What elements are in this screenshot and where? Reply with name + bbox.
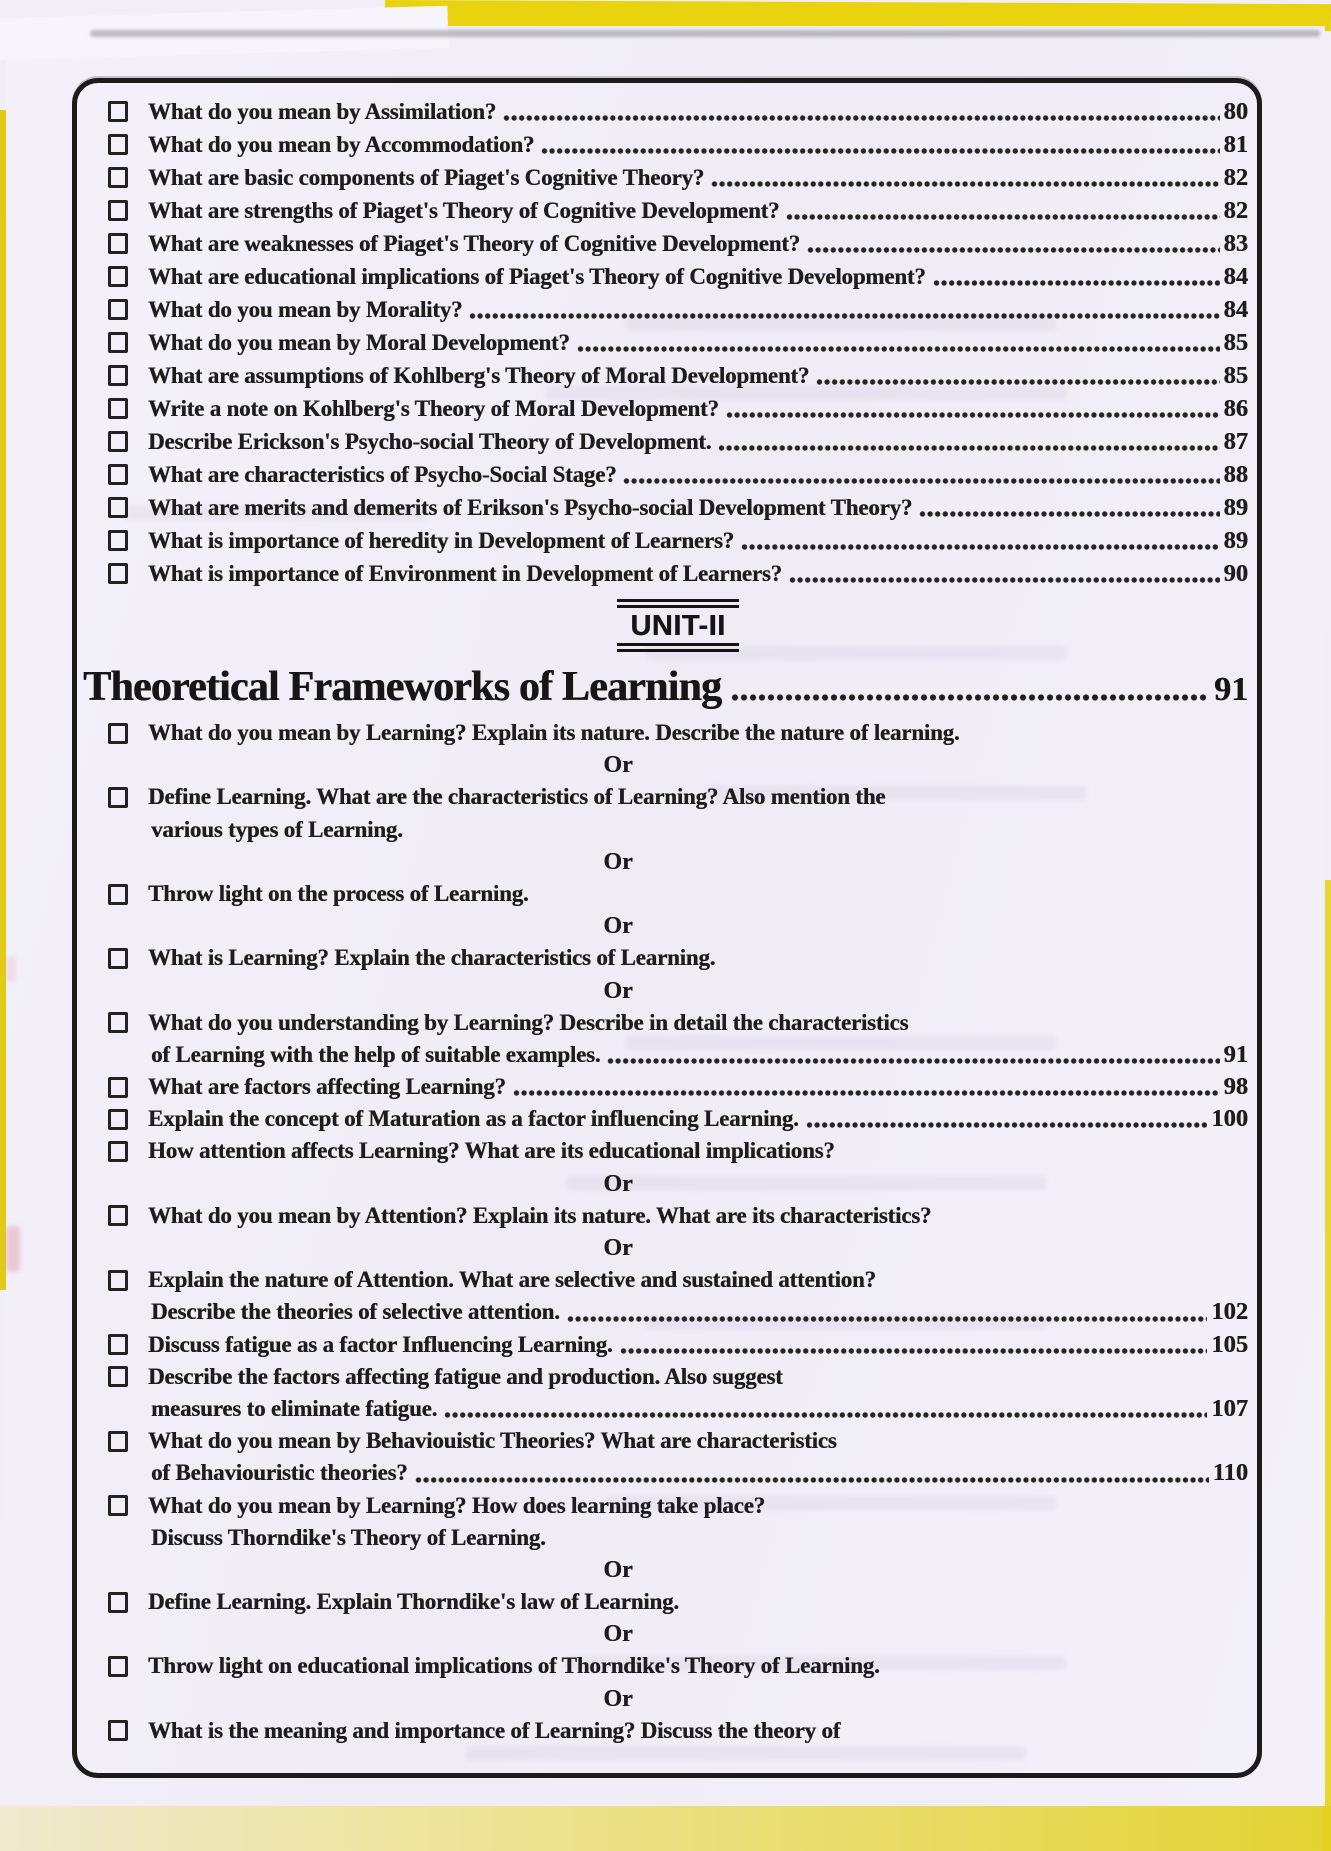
toc-row bbox=[108, 260, 1248, 293]
book-cover-edge-bottom bbox=[0, 1806, 1331, 1851]
page-number: 89 bbox=[1223, 527, 1248, 554]
page-number: 86 bbox=[1223, 395, 1248, 422]
checkbox-bullet-icon bbox=[108, 948, 128, 969]
toc-row bbox=[108, 293, 1248, 326]
or-separator: Or bbox=[603, 1685, 633, 1712]
checkbox-bullet-icon bbox=[108, 398, 128, 419]
toc-row bbox=[108, 814, 1248, 846]
toc-row bbox=[108, 1135, 1248, 1167]
checkbox-bullet-icon bbox=[108, 787, 128, 808]
toc-item-text: What are educational implications of Piaget's Theory of Cognitive Development? bbox=[148, 264, 926, 289]
toc-item-text: Define Learning. Explain Thorndike's law of Learning. bbox=[148, 1589, 679, 1615]
dot-leader bbox=[620, 1347, 1208, 1355]
toc-row bbox=[108, 1650, 1248, 1682]
page-number: 102 bbox=[1211, 1298, 1248, 1326]
toc-row bbox=[108, 392, 1248, 425]
toc-item-text: Write a note on Kohlberg's Theory of Moral Development? bbox=[148, 396, 719, 421]
toc-item-text: Throw light on the process of Learning. bbox=[148, 880, 529, 906]
dot-leader bbox=[806, 1121, 1208, 1129]
content-frame bbox=[72, 78, 1262, 1778]
checkbox-bullet-icon bbox=[108, 1366, 128, 1387]
toc-item-text: of Learning with the help of suitable examples. bbox=[151, 1041, 601, 1067]
page-number: 88 bbox=[1223, 461, 1248, 488]
or-separator: Or bbox=[603, 1621, 633, 1648]
unit1-list bbox=[108, 95, 1248, 590]
page-number: 91 bbox=[1223, 1040, 1248, 1068]
checkbox-bullet-icon bbox=[108, 1109, 128, 1130]
checkbox-bullet-icon bbox=[108, 101, 128, 122]
checkbox-bullet-icon bbox=[108, 1205, 128, 1226]
toc-row bbox=[108, 942, 1248, 974]
dot-leader bbox=[741, 543, 1220, 551]
or-separator: Or bbox=[603, 1170, 633, 1197]
toc-row bbox=[108, 326, 1248, 359]
toc-item-text: How attention affects Learning? What are its educational implications? bbox=[148, 1138, 835, 1164]
dot-leader bbox=[469, 312, 1219, 320]
toc-item-text: What do you mean by Morality? bbox=[148, 297, 463, 322]
checkbox-bullet-icon bbox=[108, 1012, 128, 1033]
dot-leader bbox=[567, 1315, 1208, 1323]
checkbox-bullet-icon bbox=[108, 134, 128, 155]
toc-item-text: Discuss Thorndike's Theory of Learning. bbox=[151, 1524, 546, 1550]
page-number: 81 bbox=[1223, 131, 1248, 158]
toc-row bbox=[108, 128, 1248, 161]
toc-row bbox=[108, 1007, 1248, 1039]
toc-item-text: What do you mean by Learning? Explain its nature. Describe the nature of learning. bbox=[148, 720, 960, 745]
toc-row bbox=[108, 1457, 1248, 1489]
page-number: 87 bbox=[1223, 428, 1248, 455]
dot-leader bbox=[731, 693, 1208, 702]
dot-leader bbox=[623, 477, 1219, 485]
page-number: 80 bbox=[1223, 98, 1248, 125]
dot-leader bbox=[786, 213, 1219, 221]
checkbox-bullet-icon bbox=[108, 200, 128, 221]
checkbox-bullet-icon bbox=[108, 1720, 128, 1741]
toc-item-text: Explain the nature of Attention. What are selective and sustained attention? bbox=[148, 1267, 876, 1293]
toc-item-text: What is Learning? Explain the characteristics of Learning. bbox=[148, 945, 716, 971]
toc-row bbox=[108, 194, 1248, 227]
toc-item-text: Explain the concept of Maturation as a factor influencing Learning. bbox=[148, 1106, 799, 1132]
toc-row bbox=[108, 1490, 1248, 1522]
section-title: Theoretical Frameworks of Learning bbox=[83, 664, 722, 710]
toc-row bbox=[108, 1586, 1248, 1618]
toc-item-text: Throw light on educational implications of Thorndike's Theory of Learning. bbox=[148, 1653, 880, 1679]
checkbox-bullet-icon bbox=[108, 723, 128, 744]
checkbox-bullet-icon bbox=[108, 563, 128, 584]
unit-badge: UNIT-II bbox=[617, 599, 738, 652]
toc-row bbox=[108, 1715, 1248, 1747]
toc-item-text: What do you mean by Behaviouistic Theories? What are characteristics bbox=[148, 1428, 837, 1454]
or-separator: Or bbox=[603, 977, 633, 1004]
toc-item-text: What are weaknesses of Piaget's Theory of Cognitive Development? bbox=[148, 231, 800, 256]
checkbox-bullet-icon bbox=[108, 1592, 128, 1613]
toc-item-text: What are merits and demerits of Erikson's Psycho-social Development Theory? bbox=[148, 495, 913, 520]
checkbox-bullet-icon bbox=[108, 332, 128, 353]
or-separator: Or bbox=[603, 848, 633, 875]
toc-row bbox=[108, 1329, 1248, 1361]
dot-leader bbox=[503, 114, 1219, 122]
or-separator: Or bbox=[603, 1235, 633, 1261]
ink-smudge bbox=[6, 956, 16, 982]
toc-item-text: What do you mean by Assimilation? bbox=[148, 99, 497, 124]
toc-item-text: of Behaviouristic theories? bbox=[151, 1460, 408, 1486]
checkbox-bullet-icon bbox=[108, 1141, 128, 1162]
page-number: 85 bbox=[1223, 362, 1248, 389]
toc-item-text: What are basic components of Piaget's Cognitive Theory? bbox=[148, 165, 705, 190]
checkbox-bullet-icon bbox=[108, 299, 128, 320]
checkbox-bullet-icon bbox=[108, 431, 128, 452]
toc-item-text: Discuss fatigue as a factor Influencing Learning. bbox=[148, 1331, 613, 1357]
toc-row bbox=[108, 1393, 1248, 1425]
page-number: 89 bbox=[1223, 494, 1248, 521]
toc-item-text: What is the meaning and importance of Learning? Discuss the theory of bbox=[148, 1717, 841, 1743]
dot-leader bbox=[513, 1089, 1220, 1097]
toc-row bbox=[108, 1071, 1248, 1103]
checkbox-bullet-icon bbox=[108, 1656, 128, 1677]
checkbox-bullet-icon bbox=[108, 167, 128, 188]
toc-row bbox=[108, 458, 1248, 491]
checkbox-bullet-icon bbox=[108, 884, 128, 905]
dot-leader bbox=[933, 279, 1220, 287]
toc-row bbox=[108, 1039, 1248, 1071]
dot-leader bbox=[919, 510, 1219, 518]
toc-row bbox=[108, 227, 1248, 260]
page-number: 90 bbox=[1223, 560, 1248, 587]
page-number: 84 bbox=[1223, 296, 1248, 323]
scan-smudge bbox=[90, 30, 1320, 37]
toc-row bbox=[108, 359, 1248, 392]
toc-item-text: What do you mean by Accommodation? bbox=[148, 132, 535, 157]
toc-content bbox=[77, 83, 1257, 1773]
toc-item-text: Describe the factors affecting fatigue and production. Also suggest bbox=[148, 1363, 783, 1389]
or-separator: Or bbox=[603, 913, 633, 940]
page-number: 110 bbox=[1212, 1459, 1248, 1487]
checkbox-bullet-icon bbox=[108, 266, 128, 287]
toc-row bbox=[108, 878, 1248, 910]
page-number: 85 bbox=[1223, 329, 1248, 356]
toc-row bbox=[108, 491, 1248, 524]
page-number: 84 bbox=[1223, 263, 1248, 290]
page-number: 107 bbox=[1211, 1394, 1248, 1422]
toc-row bbox=[108, 1103, 1248, 1135]
checkbox-bullet-icon bbox=[108, 464, 128, 485]
dot-leader bbox=[607, 1057, 1219, 1065]
toc-item-text: What are strengths of Piaget's Theory of Cognitive Development? bbox=[148, 198, 780, 223]
toc-item-text: Describe the theories of selective attention. bbox=[151, 1299, 560, 1325]
dot-leader bbox=[577, 345, 1220, 353]
dot-leader bbox=[711, 180, 1219, 188]
dot-leader bbox=[807, 246, 1220, 254]
dot-leader bbox=[789, 576, 1220, 584]
toc-item-text: Define Learning. What are the characteristics of Learning? Also mention the bbox=[148, 784, 886, 810]
toc-item-text: What are factors affecting Learning? bbox=[148, 1074, 506, 1100]
toc-item-text: What do you mean by Learning? How does learning take place? bbox=[148, 1492, 765, 1518]
page-number: 82 bbox=[1223, 164, 1248, 191]
or-separator: Or bbox=[603, 1556, 633, 1583]
page-number: 98 bbox=[1223, 1073, 1248, 1101]
toc-row bbox=[108, 1522, 1248, 1554]
dot-leader bbox=[816, 378, 1219, 386]
page-number: 82 bbox=[1223, 197, 1248, 224]
checkbox-bullet-icon bbox=[108, 365, 128, 386]
page-number: 100 bbox=[1211, 1105, 1248, 1133]
toc-row bbox=[108, 425, 1248, 458]
dot-leader bbox=[726, 411, 1220, 419]
section-page-number: 91 bbox=[1214, 671, 1248, 708]
toc-item-text: What do you understanding by Learning? Describe in detail the characteristics bbox=[148, 1009, 909, 1035]
unit-badge-wrap bbox=[108, 599, 1248, 652]
page-number: 105 bbox=[1211, 1330, 1248, 1358]
toc-item-text: What are assumptions of Kohlberg's Theory of Moral Development? bbox=[148, 363, 810, 388]
checkbox-bullet-icon bbox=[108, 233, 128, 254]
checkbox-bullet-icon bbox=[108, 1270, 128, 1291]
dot-leader bbox=[444, 1411, 1207, 1419]
toc-item-text: various types of Learning. bbox=[151, 816, 403, 842]
checkbox-bullet-icon bbox=[108, 1077, 128, 1098]
checkbox-bullet-icon bbox=[108, 1334, 128, 1355]
toc-row bbox=[108, 524, 1248, 557]
toc-row bbox=[108, 1200, 1248, 1232]
toc-row bbox=[108, 161, 1248, 194]
unit2-list bbox=[108, 717, 1248, 1747]
toc-item-text: What is importance of Environment in Development of Learners? bbox=[148, 561, 782, 586]
toc-row bbox=[108, 1361, 1248, 1393]
toc-item-text: Describe Erickson's Psycho-social Theory of Development. bbox=[148, 429, 712, 454]
toc-item-text: What are characteristics of Psycho-Social Stage? bbox=[148, 462, 617, 487]
checkbox-bullet-icon bbox=[108, 530, 128, 551]
toc-row bbox=[108, 1296, 1248, 1328]
ink-smudge bbox=[6, 1226, 20, 1272]
section-heading bbox=[83, 663, 1248, 711]
or-separator: Or bbox=[603, 752, 633, 779]
toc-row bbox=[108, 95, 1248, 128]
toc-row bbox=[108, 557, 1248, 590]
checkbox-bullet-icon bbox=[108, 1431, 128, 1452]
toc-item-text: measures to eliminate fatigue. bbox=[151, 1395, 438, 1421]
toc-item-text: What is importance of heredity in Development of Learners? bbox=[148, 528, 734, 553]
checkbox-bullet-icon bbox=[108, 497, 128, 518]
dot-leader bbox=[718, 444, 1219, 452]
dot-leader bbox=[415, 1476, 1209, 1484]
toc-item-text: What do you mean by Moral Development? bbox=[148, 330, 570, 355]
checkbox-bullet-icon bbox=[108, 1495, 128, 1516]
toc-row bbox=[108, 717, 1248, 749]
page-number: 83 bbox=[1223, 230, 1248, 257]
dot-leader bbox=[541, 147, 1219, 155]
toc-row bbox=[108, 1264, 1248, 1296]
toc-row bbox=[108, 781, 1248, 813]
toc-row bbox=[108, 1425, 1248, 1457]
toc-item-text: What do you mean by Attention? Explain its nature. What are its characteristics? bbox=[148, 1202, 932, 1228]
